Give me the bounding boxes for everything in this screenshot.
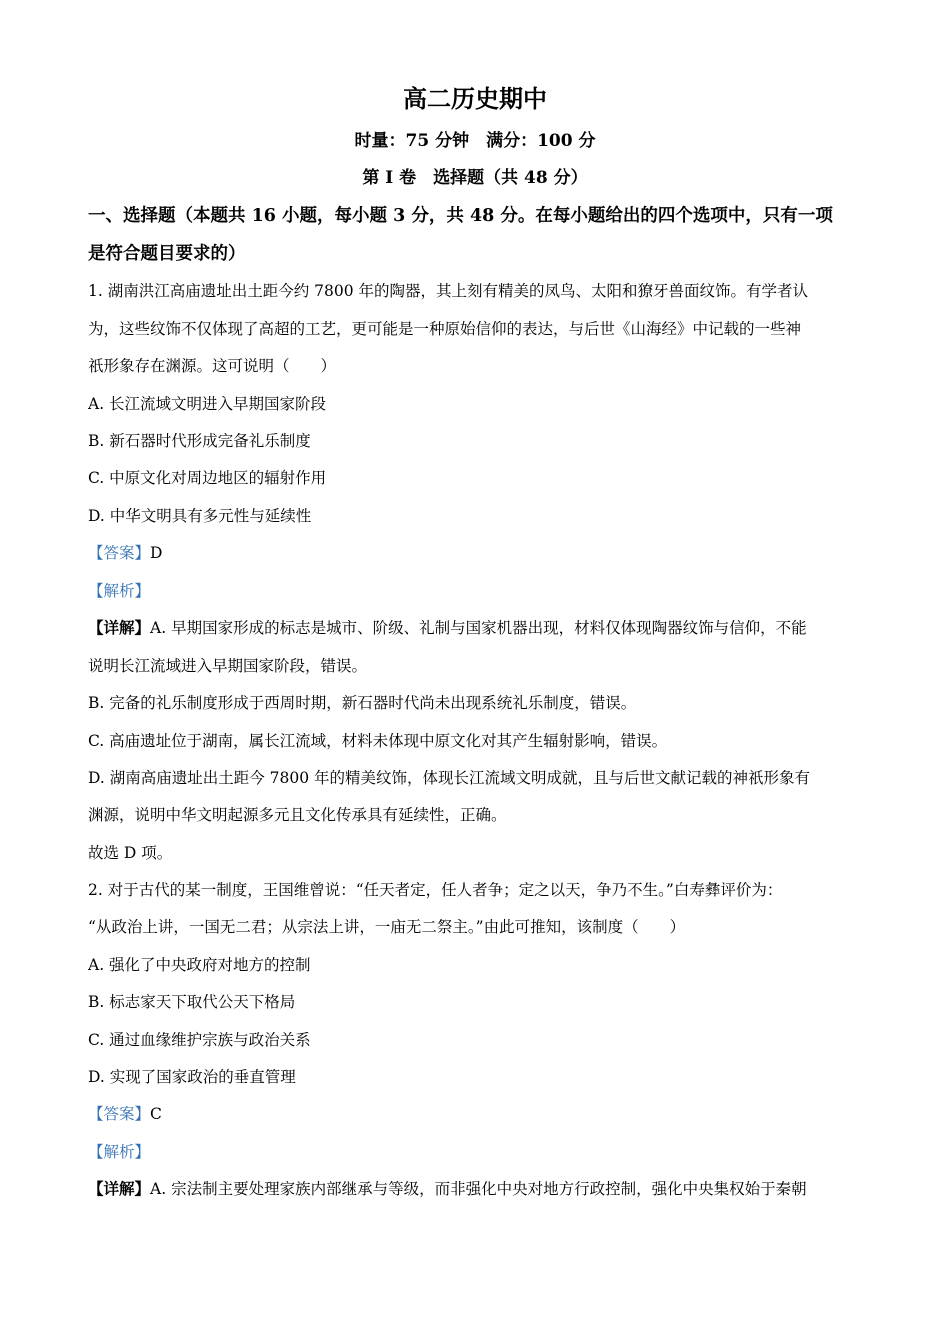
q2-option-c: C. 通过血缘维护宗族与政治关系	[88, 1031, 311, 1049]
answer-tag: 【答案】	[88, 1105, 151, 1123]
q1-answer	[88, 542, 868, 564]
q1-detail-line7: 故选 D 项。	[88, 844, 173, 862]
analysis-tag: 【解析】	[88, 582, 151, 600]
analysis-tag: 【解析】	[88, 1143, 151, 1161]
q1-option-a: A. 长江流域文明进入早期国家阶段	[88, 395, 327, 413]
detail-text: A. 宗法制主要处理家族内部继承与等级，而非强化中央对地方行政控制，强化中央集权始于秦朝	[150, 1180, 807, 1198]
part-heading: 第 I 卷 选择题（共 48 分）	[362, 168, 588, 188]
section-heading-line1: 一、选择题（本题共 16 小题，每小题 3 分，共 48 分。在每小题给出的四个选项中，只有一项	[88, 206, 833, 226]
q2-analysis-tag	[88, 1141, 868, 1163]
q1-option-d: D. 中华文明具有多元性与延续性	[88, 507, 312, 525]
q1-detail-line1	[88, 617, 868, 639]
detail-tag: 【详解】	[88, 1179, 151, 1198]
q2-detail-line1	[88, 1178, 868, 1200]
q1-detail-line2: 说明长江流域进入早期国家阶段，错误。	[88, 657, 368, 675]
q2-option-d: D. 实现了国家政治的垂直管理	[88, 1068, 296, 1086]
answer-tag: 【答案】	[88, 544, 151, 562]
q1-detail-line5: D. 湖南高庙遗址出土距今 7800 年的精美纹饰，体现长江流域文明成就，且与后世文献记载的神祇形象有	[88, 769, 811, 787]
q1-detail-line6: 渊源，说明中华文明起源多元且文化传承具有延续性，正确。	[88, 806, 507, 824]
q1-analysis-tag	[88, 580, 868, 602]
q1-stem-line3: 祇形象存在渊源。这可说明（ ）	[88, 357, 337, 375]
q1-stem-line1: 1. 湖南洪江高庙遗址出土距今约 7800 年的陶器，其上刻有精美的凤鸟、太阳和獠牙兽面纹饰。有学者认	[88, 282, 809, 300]
detail-text: A. 早期国家形成的标志是城市、阶级、礼制与国家机器出现，材料仅体现陶器纹饰与信仰，不能	[150, 619, 807, 637]
exam-time-score: 时量：75 分钟 满分：100 分	[354, 131, 596, 151]
q1-detail-line4: C. 高庙遗址位于湖南，属长江流域，材料未体现中原文化对其产生辐射影响，错误。	[88, 732, 668, 750]
answer-value: D	[150, 544, 163, 562]
q1-option-c: C. 中原文化对周边地区的辐射作用	[88, 469, 327, 487]
q2-answer	[88, 1103, 868, 1125]
q2-option-b: B. 标志家天下取代公天下格局	[88, 993, 296, 1011]
q1-stem-line2: 为，这些纹饰不仅体现了高超的工艺，更可能是一种原始信仰的表达，与后世《山海经》中记载的一些神	[88, 320, 802, 338]
q2-stem-line1: 2. 对于古代的某一制度，王国维曾说：“任天者定，任人者争；定之以天，争乃不生。”白寿彝评价为：	[88, 881, 783, 899]
section-heading-line2: 是符合题目要求的）	[88, 244, 246, 264]
q1-option-b: B. 新石器时代形成完备礼乐制度	[88, 432, 311, 450]
q2-option-a: A. 强化了中央政府对地方的控制	[88, 956, 311, 974]
answer-value: C	[150, 1105, 162, 1123]
q1-detail-line3: B. 完备的礼乐制度形成于西周时期，新石器时代尚未出现系统礼乐制度，错误。	[88, 694, 637, 712]
detail-tag: 【详解】	[88, 618, 151, 637]
page-title: 高二历史期中	[403, 84, 547, 113]
q2-stem-line2: “从政治上讲，一国无二君；从宗法上讲，一庙无二祭主。”由此可推知，该制度（ ）	[88, 918, 686, 936]
